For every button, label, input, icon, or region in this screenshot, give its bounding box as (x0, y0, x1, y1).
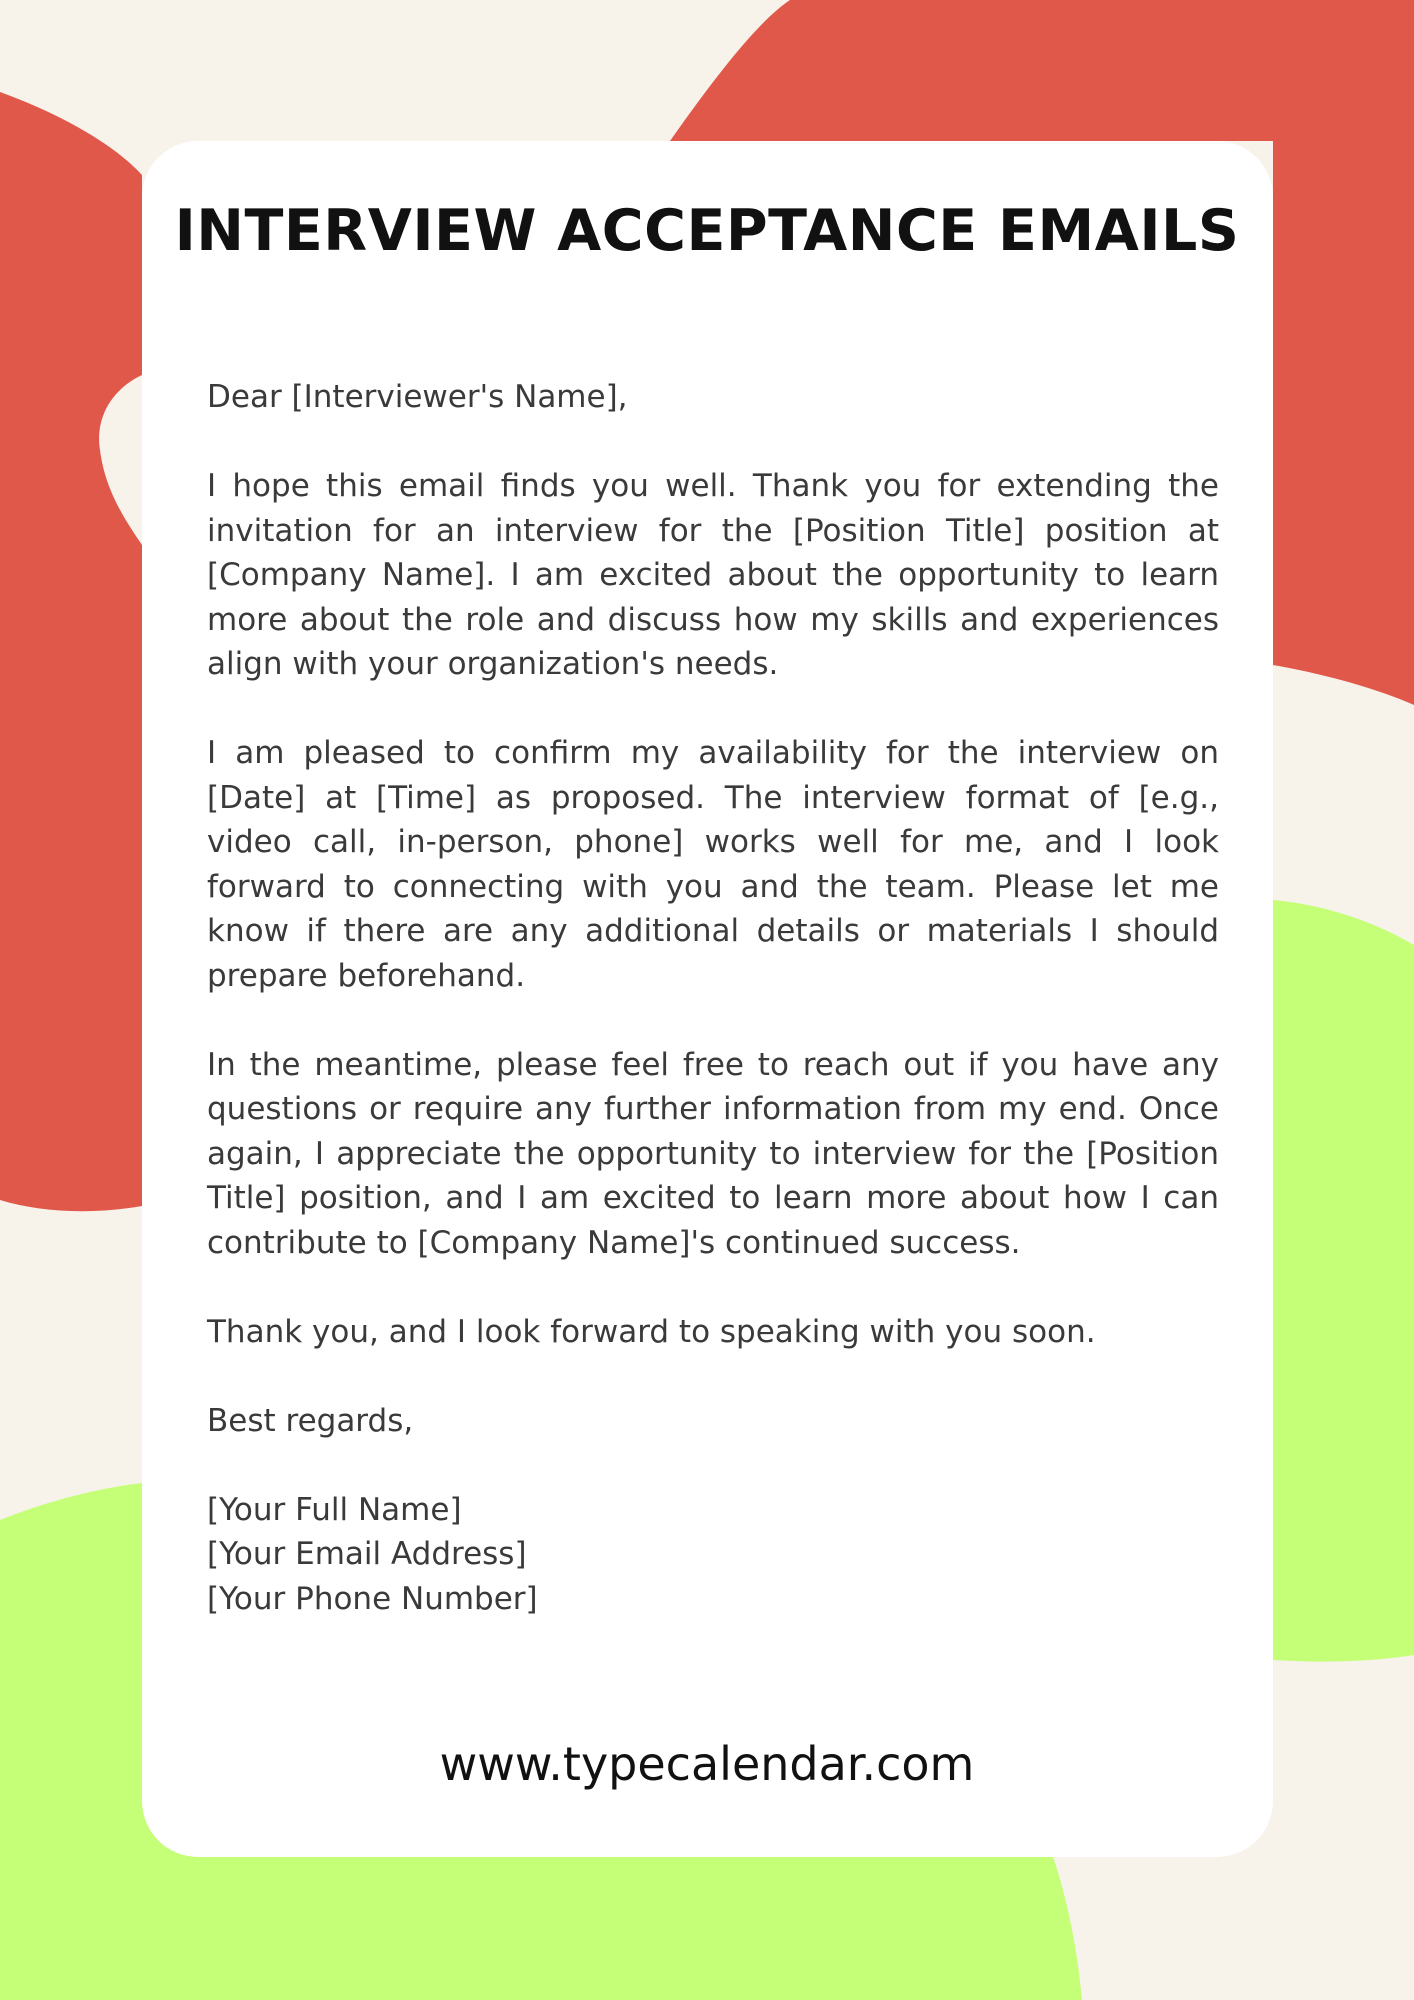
paragraph-3: In the meantime, please feel free to reach out if you have any questions or require any further information from my end. Once again, I appreciate the opportunity to interview for the [Position Title] position, and I am excited to learn more about how I can contribute to [Company Name]'s continued success. (207, 1046, 1219, 1261)
paragraph-1: I hope this email finds you well. Thank you for extending the invitation for an interview for the [Position Title] position at [Company Name]. I am excited about the opportunity to learn more about the role and discuss how my skills and experiences align with your organization's needs. (207, 468, 1219, 682)
letter-body (207, 375, 1219, 1621)
sign-off: Best regards, (207, 1402, 414, 1439)
signature-phone: [Your Phone Number] (207, 1580, 538, 1617)
paragraph-2: I am pleased to confirm my availability for the interview on [Date] at [Time] as proposed. The interview format of [e.g., video call, in-person, phone] works well for me, and I look forward to connecting with you and the team. Please let me know if there are any additional details or materials I should prepare beforehand. (207, 735, 1219, 994)
green-shape-right (1273, 900, 1414, 1662)
closing-line: Thank you, and I look forward to speaking with you soon. (207, 1313, 1096, 1350)
signature-email: [Your Email Address] (207, 1536, 527, 1572)
salutation: Dear [Interviewer's Name], (207, 379, 628, 415)
signature-full-name: [Your Full Name] (207, 1491, 462, 1528)
website-link[interactable]: www.typecalendar.com (439, 1737, 975, 1791)
page-title: INTERVIEW ACCEPTANCE EMAILS (174, 198, 1240, 264)
